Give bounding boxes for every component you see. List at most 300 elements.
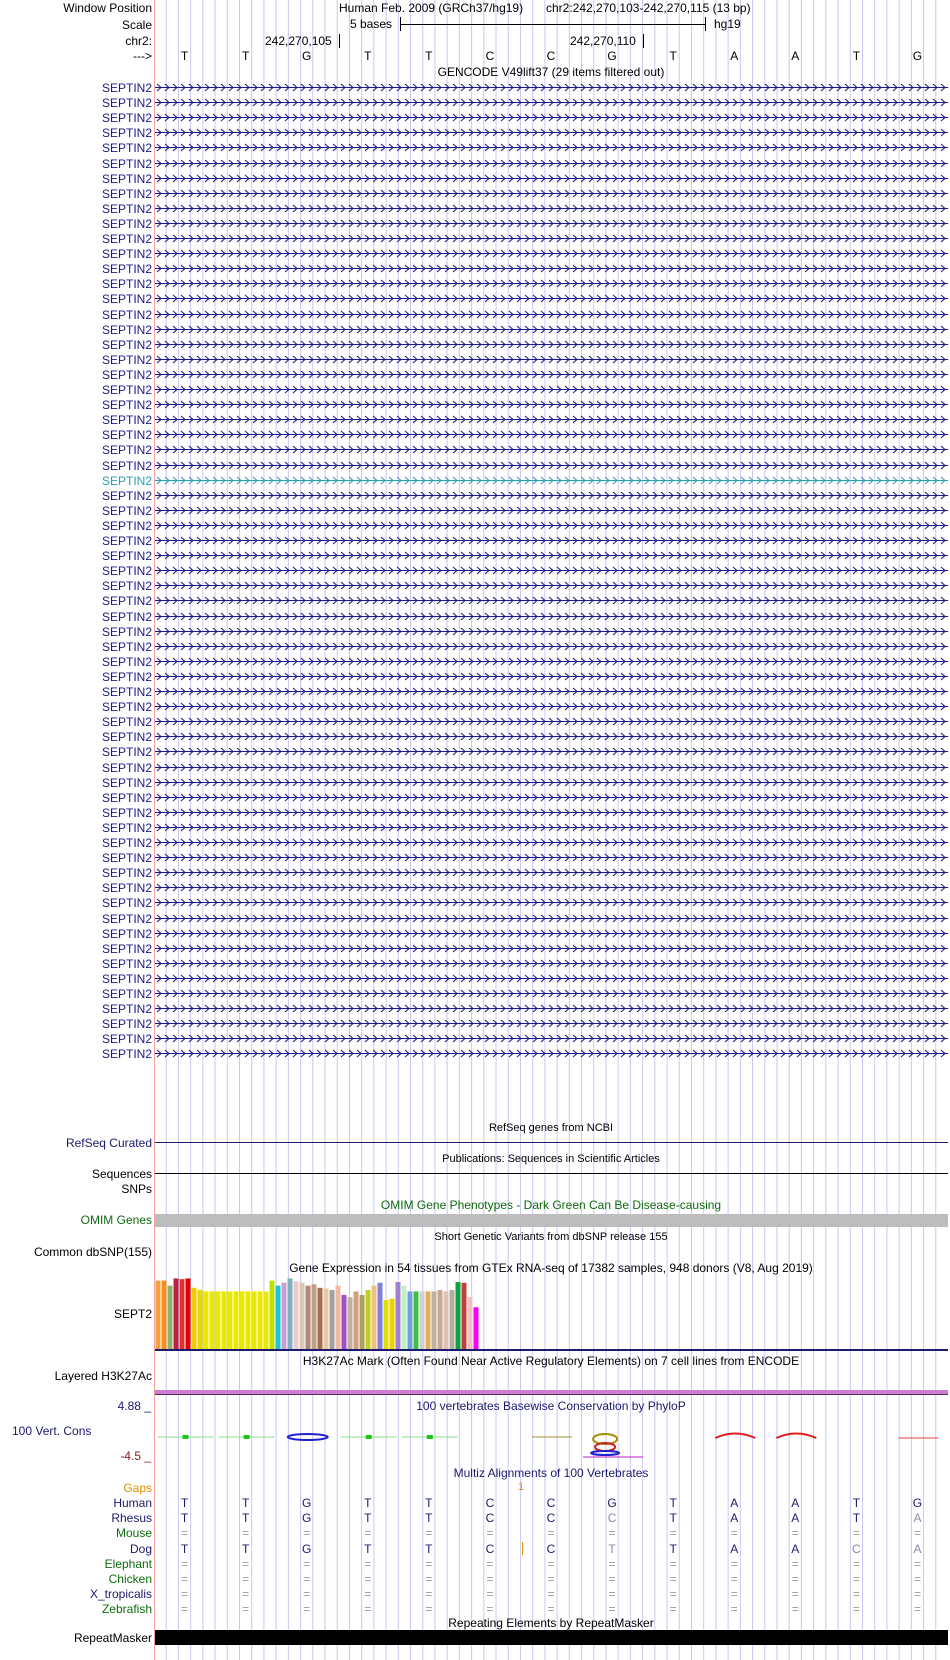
alignment-base: =	[852, 1572, 860, 1586]
gencode-transcript[interactable]	[155, 113, 948, 122]
pubs-sequences-label[interactable]: Sequences	[91, 1167, 152, 1181]
gtex-track-title[interactable]: Gene Expression in 54 tissues from GTEx RNA-seq of 17382 samples, 948 donors (V8, Aug 2019)	[289, 1261, 813, 1275]
gtex-tissue-bar	[414, 1291, 419, 1349]
dbsnp-label[interactable]: Common dbSNP(155)	[33, 1245, 152, 1259]
gtex-tissue-bar	[288, 1278, 293, 1349]
species-label[interactable]: Mouse	[115, 1526, 152, 1541]
gencode-transcript[interactable]	[155, 445, 948, 454]
gencode-gene-label[interactable]: SEPTIN2	[101, 81, 152, 95]
alignment-base: G	[302, 1511, 312, 1526]
gtex-tissue-bar	[432, 1291, 437, 1349]
rmsk-bar[interactable]	[155, 1630, 948, 1645]
dbsnp-track-title[interactable]: Short Genetic Variants from dbSNP release 155	[434, 1231, 668, 1243]
gencode-gene-label[interactable]: SEPTIN2	[101, 277, 152, 292]
gtex-bar-chart[interactable]	[155, 1276, 555, 1350]
base-letter: T	[364, 49, 372, 63]
gencode-transcript[interactable]	[155, 1049, 948, 1058]
gtex-tissue-bar	[354, 1291, 359, 1349]
alignment-base: C	[485, 1511, 495, 1526]
gtex-tissue-bar	[384, 1300, 389, 1349]
scale-label: Scale	[121, 18, 152, 32]
gtex-tissue-bar	[390, 1299, 395, 1349]
alignment-base: T	[241, 1541, 250, 1556]
gtex-tissue-bar	[210, 1291, 215, 1349]
alignment-base: T	[852, 1496, 861, 1510]
alignment-base: =	[852, 1602, 860, 1617]
gtex-tissue-bar	[282, 1283, 287, 1349]
gencode-transcript[interactable]	[155, 461, 948, 470]
gencode-transcript[interactable]	[155, 491, 948, 500]
gencode-gene-label[interactable]: SEPTIN2	[101, 715, 152, 730]
alignment-base: =	[181, 1556, 189, 1571]
gencode-transcript[interactable]	[155, 808, 948, 817]
gtex-tissue-bar	[456, 1282, 461, 1349]
gencode-transcript[interactable]	[155, 717, 948, 726]
gtex-tissue-bar	[240, 1291, 245, 1349]
gencode-transcript[interactable]	[155, 385, 948, 394]
gencode-transcript[interactable]	[155, 476, 948, 485]
gencode-gene-label[interactable]: SEPTIN2	[101, 564, 152, 579]
gencode-transcript[interactable]	[155, 325, 948, 334]
gtex-tissue-bar	[444, 1291, 449, 1349]
gtex-tissue-bar	[312, 1284, 317, 1349]
pubs-line	[155, 1173, 948, 1174]
gencode-gene-label[interactable]: SEPTIN2	[101, 987, 152, 1001]
gtex-tissue-bar	[342, 1295, 347, 1349]
gencode-gene-label[interactable]: SEPTIN2	[101, 775, 152, 790]
alignment-base: =	[425, 1572, 433, 1586]
alignment-base: T	[180, 1496, 189, 1510]
strand-arrow: --->	[133, 49, 152, 63]
gencode-gene-label[interactable]: SEPTIN2	[101, 413, 152, 428]
gtex-tissue-bar	[204, 1291, 209, 1349]
alignment-base: =	[181, 1526, 189, 1541]
gencode-gene-label[interactable]: SEPTIN2	[101, 337, 152, 352]
gencode-transcript[interactable]	[155, 944, 948, 953]
gencode-transcript[interactable]	[155, 702, 948, 711]
alignment-base: C	[485, 1496, 495, 1510]
gencode-gene-label[interactable]: SEPTIN2	[101, 534, 152, 548]
gencode-gene-label[interactable]: SEPTIN2	[101, 639, 152, 654]
gtex-tissue-bar	[306, 1286, 311, 1349]
gencode-gene-label[interactable]: SEPTIN2	[101, 398, 152, 413]
gencode-transcript[interactable]	[155, 249, 948, 258]
omim-track-title[interactable]: OMIM Gene Phenotypes - Dark Green Can Be Disease-causing	[380, 1198, 722, 1212]
gtex-tissue-bar	[162, 1281, 167, 1349]
alignment-base: =	[547, 1587, 555, 1602]
alignment-base: =	[852, 1526, 860, 1541]
alignment-base: =	[730, 1572, 738, 1586]
gencode-transcript[interactable]	[155, 989, 948, 998]
alignment-base: C	[546, 1496, 556, 1510]
gtex-tissue-bar	[324, 1289, 329, 1349]
gencode-transcript[interactable]	[155, 506, 948, 515]
gencode-transcript[interactable]	[155, 204, 948, 213]
gtex-tissue-bar	[360, 1295, 365, 1349]
gencode-transcript[interactable]	[155, 294, 948, 303]
multiz-track-title[interactable]: Multiz Alignments of 100 Vertebrates	[453, 1466, 649, 1480]
gencode-gene-label[interactable]: SEPTIN2	[101, 292, 152, 307]
gencode-gene-label[interactable]: SEPTIN2	[101, 685, 152, 699]
gencode-gene-label[interactable]: SEPTIN2	[101, 503, 152, 518]
gencode-transcript[interactable]	[155, 521, 948, 530]
gencode-gene-label[interactable]: SEPTIN2	[101, 820, 152, 835]
species-label[interactable]: Rhesus	[111, 1511, 152, 1526]
gencode-transcript[interactable]	[155, 868, 948, 877]
gtex-tissue-bar	[216, 1291, 221, 1349]
gencode-gene-label[interactable]: SEPTIN2	[101, 1017, 152, 1032]
gencode-gene-label[interactable]: SEPTIN2	[101, 186, 152, 201]
alignment-base: =	[608, 1556, 616, 1571]
alignment-base: A	[791, 1511, 800, 1526]
h3k27ac-label[interactable]: Layered H3K27Ac	[54, 1369, 152, 1383]
gencode-gene-label[interactable]: SEPTIN2	[101, 201, 152, 216]
gencode-transcript[interactable]	[155, 959, 948, 968]
gencode-gene-label[interactable]: SEPTIN2	[101, 232, 152, 246]
alignment-base: =	[791, 1556, 799, 1571]
gencode-gene-label[interactable]: SEPTIN2	[101, 428, 152, 443]
alignment-base: C	[546, 1541, 556, 1556]
alignment-base: T	[180, 1511, 189, 1526]
gencode-transcript[interactable]	[155, 687, 948, 696]
alignment-base: =	[425, 1526, 433, 1541]
gencode-transcript[interactable]	[155, 189, 948, 198]
alignment-base: =	[791, 1572, 799, 1586]
gencode-transcript[interactable]	[155, 98, 948, 107]
gencode-gene-label[interactable]: SEPTIN2	[101, 307, 152, 322]
gencode-transcript[interactable]	[155, 612, 948, 621]
gtex-tissue-bar	[174, 1278, 179, 1349]
h3k27ac-baseline	[155, 1394, 948, 1395]
gencode-transcript[interactable]	[155, 551, 948, 560]
alignment-base: C	[607, 1511, 617, 1526]
gencode-transcript[interactable]	[155, 355, 948, 364]
gencode-gene-label[interactable]: SEPTIN2	[101, 111, 152, 126]
position-readout[interactable]: chr2:242,270,103-242,270,115 (13 bp)	[546, 1, 751, 15]
gencode-gene-label[interactable]: SEPTIN2	[101, 579, 152, 594]
gencode-transcript[interactable]	[155, 929, 948, 938]
alignment-base: T	[425, 1511, 433, 1526]
species-label[interactable]: Dog	[129, 1541, 152, 1556]
gencode-transcript[interactable]	[155, 415, 948, 424]
species-label[interactable]: Human	[113, 1496, 152, 1510]
alignment-base: =	[486, 1526, 494, 1541]
alignment-base: =	[547, 1572, 555, 1586]
gencode-gene-label[interactable]: SEPTIN2	[101, 549, 152, 564]
gencode-transcript[interactable]	[155, 1019, 948, 1028]
cons-track-title[interactable]: 100 vertebrates Basewise Conservation by PhyloP	[416, 1399, 686, 1413]
alignment-base: T	[364, 1511, 372, 1526]
gencode-gene-label[interactable]: SEPTIN2	[101, 488, 152, 503]
gtex-tissue-bar	[294, 1281, 299, 1349]
coord-tick-2: 242,270,110	[570, 34, 636, 48]
gencode-transcript[interactable]	[155, 400, 948, 409]
gencode-gene-label[interactable]: SEPTIN2	[101, 1047, 152, 1062]
scale-bar	[400, 17, 706, 31]
alignment-base: =	[303, 1556, 311, 1571]
insertion-marker	[522, 1542, 523, 1555]
alignment-base: =	[181, 1572, 189, 1586]
alignment-base: =	[608, 1526, 616, 1541]
base-letter: G	[302, 49, 312, 63]
alignment-base: T	[180, 1541, 189, 1556]
gencode-gene-label[interactable]: SEPTIN2	[101, 594, 152, 609]
gencode-transcript[interactable]	[155, 159, 948, 168]
gencode-transcript[interactable]	[155, 370, 948, 379]
gtex-tissue-bar	[270, 1281, 275, 1349]
gencode-gene-label[interactable]: SEPTIN2	[101, 836, 152, 850]
gtex-tissue-bar	[402, 1286, 407, 1349]
alignment-base: =	[608, 1602, 616, 1617]
alignment-base: T	[364, 1496, 372, 1510]
h3k27ac-track-title[interactable]: H3K27Ac Mark (Often Found Near Active Regulatory Elements) on 7 cell lines from ENCODE	[302, 1354, 800, 1368]
gencode-gene-label[interactable]: SEPTIN2	[101, 851, 152, 866]
species-label[interactable]: Elephant	[104, 1556, 152, 1571]
alignment-base: =	[913, 1602, 921, 1617]
alignment-base: =	[669, 1526, 677, 1541]
alignment-base: T	[241, 1511, 250, 1526]
alignment-base: =	[913, 1572, 921, 1586]
alignment-base: =	[303, 1602, 311, 1617]
alignment-base: C	[546, 1511, 556, 1526]
alignment-base: =	[425, 1556, 433, 1571]
gtex-tissue-bar	[228, 1291, 233, 1349]
alignment-base: =	[669, 1572, 677, 1586]
cons-max-value: 4.88 _	[117, 1399, 151, 1413]
species-label[interactable]: X_tropicalis	[89, 1587, 152, 1602]
gencode-transcript[interactable]	[155, 264, 948, 273]
gencode-transcript[interactable]	[155, 279, 948, 288]
alignment-base: A	[913, 1511, 922, 1526]
gencode-transcript[interactable]	[155, 596, 948, 605]
gencode-gene-label[interactable]: SEPTIN2	[101, 654, 152, 669]
alignment-base: =	[364, 1602, 372, 1617]
gencode-gene-label[interactable]: SEPTIN2	[101, 926, 152, 941]
alignment-base: =	[913, 1526, 921, 1541]
gencode-transcript[interactable]	[155, 219, 948, 228]
alignment-base: A	[730, 1496, 739, 1510]
omim-bar[interactable]	[155, 1214, 948, 1227]
gencode-transcript[interactable]	[155, 974, 948, 983]
gencode-gene-label[interactable]: SEPTIN2	[101, 1032, 152, 1047]
cons-peak	[366, 1435, 372, 1439]
alignment-base: T	[669, 1496, 677, 1510]
alignment-base: G	[302, 1541, 312, 1556]
alignment-base: =	[669, 1556, 677, 1571]
gencode-gene-label[interactable]: SEPTIN2	[101, 896, 152, 911]
alignment-base: =	[303, 1572, 311, 1586]
gencode-gene-label[interactable]: SEPTIN2	[101, 126, 152, 141]
gencode-transcript[interactable]	[155, 672, 948, 681]
gencode-transcript[interactable]	[155, 747, 948, 756]
gencode-transcript[interactable]	[155, 657, 948, 666]
gtex-tissue-bar	[276, 1286, 281, 1349]
gtex-tissue-bar	[252, 1291, 257, 1349]
rmsk-label[interactable]: RepeatMasker	[73, 1631, 152, 1645]
gencode-transcript[interactable]	[155, 838, 948, 847]
gtex-tissue-bar	[192, 1288, 197, 1349]
alignment-base: =	[913, 1587, 921, 1602]
gencode-transcript[interactable]	[155, 1004, 948, 1013]
gencode-transcript[interactable]	[155, 234, 948, 243]
gencode-transcript[interactable]	[155, 898, 948, 907]
alignment-base: =	[547, 1556, 555, 1571]
alignment-base: T	[425, 1541, 433, 1556]
coord-tick-mark-1	[339, 34, 340, 48]
gencode-transcript[interactable]	[155, 763, 948, 772]
base-letter: C	[546, 49, 556, 63]
gencode-gene-label[interactable]: SEPTIN2	[101, 262, 152, 277]
gencode-gene-label[interactable]: SEPTIN2	[101, 247, 152, 262]
base-letter: C	[485, 49, 495, 63]
alignment-base: =	[547, 1602, 555, 1617]
alignment-base: C	[852, 1541, 861, 1556]
gencode-gene-label[interactable]: SEPTIN2	[101, 1002, 152, 1017]
gencode-gene-label[interactable]: SEPTIN2	[101, 216, 152, 231]
gencode-transcript[interactable]	[155, 778, 948, 787]
alignment-base: =	[730, 1526, 738, 1541]
gencode-gene-label[interactable]: SEPTIN2	[101, 956, 152, 971]
gaps-label: Gaps	[123, 1481, 152, 1495]
gencode-transcript[interactable]	[155, 566, 948, 575]
alignment-base: =	[425, 1587, 433, 1602]
cons-label[interactable]: 100 Vert. Cons	[12, 1424, 92, 1438]
gtex-tissue-bar	[468, 1297, 473, 1349]
rmsk-track-title[interactable]: Repeating Elements by RepeatMasker	[448, 1616, 654, 1630]
gencode-gene-label[interactable]: SEPTIN2	[101, 609, 152, 624]
alignment-base: =	[303, 1587, 311, 1602]
gencode-gene-label[interactable]: SEPTIN2	[101, 458, 152, 473]
scale-text: 5 bases	[350, 17, 393, 31]
gencode-transcript[interactable]	[155, 823, 948, 832]
alignment-base: =	[181, 1602, 189, 1617]
gencode-transcript[interactable]	[155, 853, 948, 862]
gtex-tissue-bar	[336, 1286, 341, 1349]
gencode-transcript[interactable]	[155, 430, 948, 439]
species-label[interactable]: Chicken	[108, 1572, 152, 1586]
gencode-transcript[interactable]	[155, 1034, 948, 1043]
gencode-gene-label[interactable]: SEPTIN2	[101, 866, 152, 881]
alignment-base: =	[852, 1587, 860, 1602]
alignment-base: A	[913, 1541, 922, 1556]
gencode-gene-label[interactable]: SEPTIN2	[101, 700, 152, 715]
gtex-tissue-bar	[300, 1283, 305, 1349]
alignment-base: =	[242, 1587, 250, 1602]
gencode-transcript[interactable]	[155, 732, 948, 741]
alignment-base: T	[364, 1541, 372, 1556]
alignment-base: =	[852, 1556, 860, 1571]
pubs-snps-label[interactable]: SNPs	[121, 1182, 152, 1196]
species-label[interactable]: Zebrafish	[101, 1602, 152, 1617]
gencode-transcript[interactable]	[155, 310, 948, 319]
gencode-transcript[interactable]	[155, 914, 948, 923]
omim-label[interactable]: OMIM Genes	[80, 1213, 152, 1227]
refseq-line	[155, 1142, 948, 1143]
gtex-tissue-bar	[258, 1291, 263, 1349]
gtex-tissue-bar	[372, 1286, 377, 1349]
cons-peak	[244, 1435, 250, 1439]
alignment-base: =	[486, 1556, 494, 1571]
gencode-gene-label[interactable]: SEPTIN2	[101, 443, 152, 458]
gencode-gene-label[interactable]: SEPTIN2	[101, 941, 152, 956]
cons-plot[interactable]	[155, 1413, 948, 1461]
gencode-gene-label[interactable]: SEPTIN2	[101, 790, 152, 805]
gencode-gene-label[interactable]: SEPTIN2	[101, 352, 152, 367]
gencode-gene-label[interactable]: SEPTIN2	[101, 367, 152, 382]
gencode-track-title[interactable]: GENCODE V49lift37 (29 items filtered out)	[437, 65, 665, 79]
gencode-transcript[interactable]	[155, 581, 948, 590]
gencode-gene-label[interactable]: SEPTIN2	[101, 518, 152, 533]
gencode-transcript[interactable]	[155, 174, 948, 183]
gencode-gene-label[interactable]: SEPTIN2	[101, 624, 152, 639]
base-letter: G	[607, 49, 617, 63]
gencode-transcript[interactable]	[155, 83, 948, 92]
alignment-base: =	[242, 1556, 250, 1571]
alignment-base: T	[669, 1541, 677, 1556]
refseq-label[interactable]: RefSeq Curated	[65, 1136, 152, 1150]
gtex-baseline	[155, 1349, 948, 1351]
alignment-base: G	[912, 1496, 923, 1510]
gencode-gene-label[interactable]: SEPTIN2	[101, 141, 152, 156]
gencode-gene-label[interactable]: SEPTIN2	[101, 473, 152, 488]
gencode-gene-label[interactable]: SEPTIN2	[101, 171, 152, 186]
gtex-tissue-bar	[474, 1307, 479, 1349]
gencode-gene-label[interactable]: SEPTIN2	[101, 322, 152, 337]
alignment-base: =	[730, 1602, 738, 1617]
gencode-gene-label[interactable]: SEPTIN2	[101, 745, 152, 760]
pubs-track-title[interactable]: Publications: Sequences in Scientific Articles	[442, 1153, 660, 1165]
gencode-transcript[interactable]	[155, 793, 948, 802]
gencode-gene-label[interactable]: SEPTIN2	[101, 911, 152, 926]
alignment-base: =	[791, 1602, 799, 1617]
gencode-transcript[interactable]	[155, 536, 948, 545]
alignment-base: T	[852, 1511, 861, 1526]
cons-peak	[776, 1434, 816, 1439]
gencode-transcript[interactable]	[155, 143, 948, 152]
gencode-gene-label[interactable]: SEPTIN2	[101, 96, 152, 111]
alignment-base: =	[242, 1526, 250, 1541]
alignment-base: =	[303, 1526, 311, 1541]
gencode-gene-label[interactable]: SEPTIN2	[101, 971, 152, 986]
gtex-tissue-bar	[330, 1290, 335, 1349]
gencode-gene-label[interactable]: SEPTIN2	[101, 730, 152, 745]
alignment-base: G	[607, 1496, 617, 1510]
gencode-transcript[interactable]	[155, 340, 948, 349]
gencode-gene-label[interactable]: SEPTIN2	[101, 805, 152, 820]
alignment-base: A	[730, 1541, 739, 1556]
gencode-transcript[interactable]	[155, 627, 948, 636]
alignment-base: =	[608, 1587, 616, 1602]
gencode-gene-label[interactable]: SEPTIN2	[101, 156, 152, 171]
gtex-label[interactable]: SEPT2	[113, 1307, 152, 1321]
db-name: hg19	[714, 17, 741, 31]
gencode-gene-label[interactable]: SEPTIN2	[101, 760, 152, 775]
base-letter: T	[425, 49, 433, 63]
base-letter: T	[669, 49, 677, 63]
assembly-name: Human Feb. 2009 (GRCh37/hg19)	[339, 1, 524, 15]
alignment-base: G	[302, 1496, 312, 1510]
gencode-transcript[interactable]	[155, 883, 948, 892]
gencode-transcript[interactable]	[155, 642, 948, 651]
gencode-gene-label[interactable]: SEPTIN2	[101, 383, 152, 397]
alignment-base: T	[608, 1541, 616, 1556]
alignment-base: =	[730, 1556, 738, 1571]
gencode-gene-label[interactable]: SEPTIN2	[101, 669, 152, 684]
refseq-track-title[interactable]: RefSeq genes from NCBI	[488, 1122, 614, 1134]
gencode-gene-label[interactable]: SEPTIN2	[101, 881, 152, 896]
gencode-transcript[interactable]	[155, 128, 948, 137]
gtex-tissue-bar	[378, 1283, 383, 1349]
